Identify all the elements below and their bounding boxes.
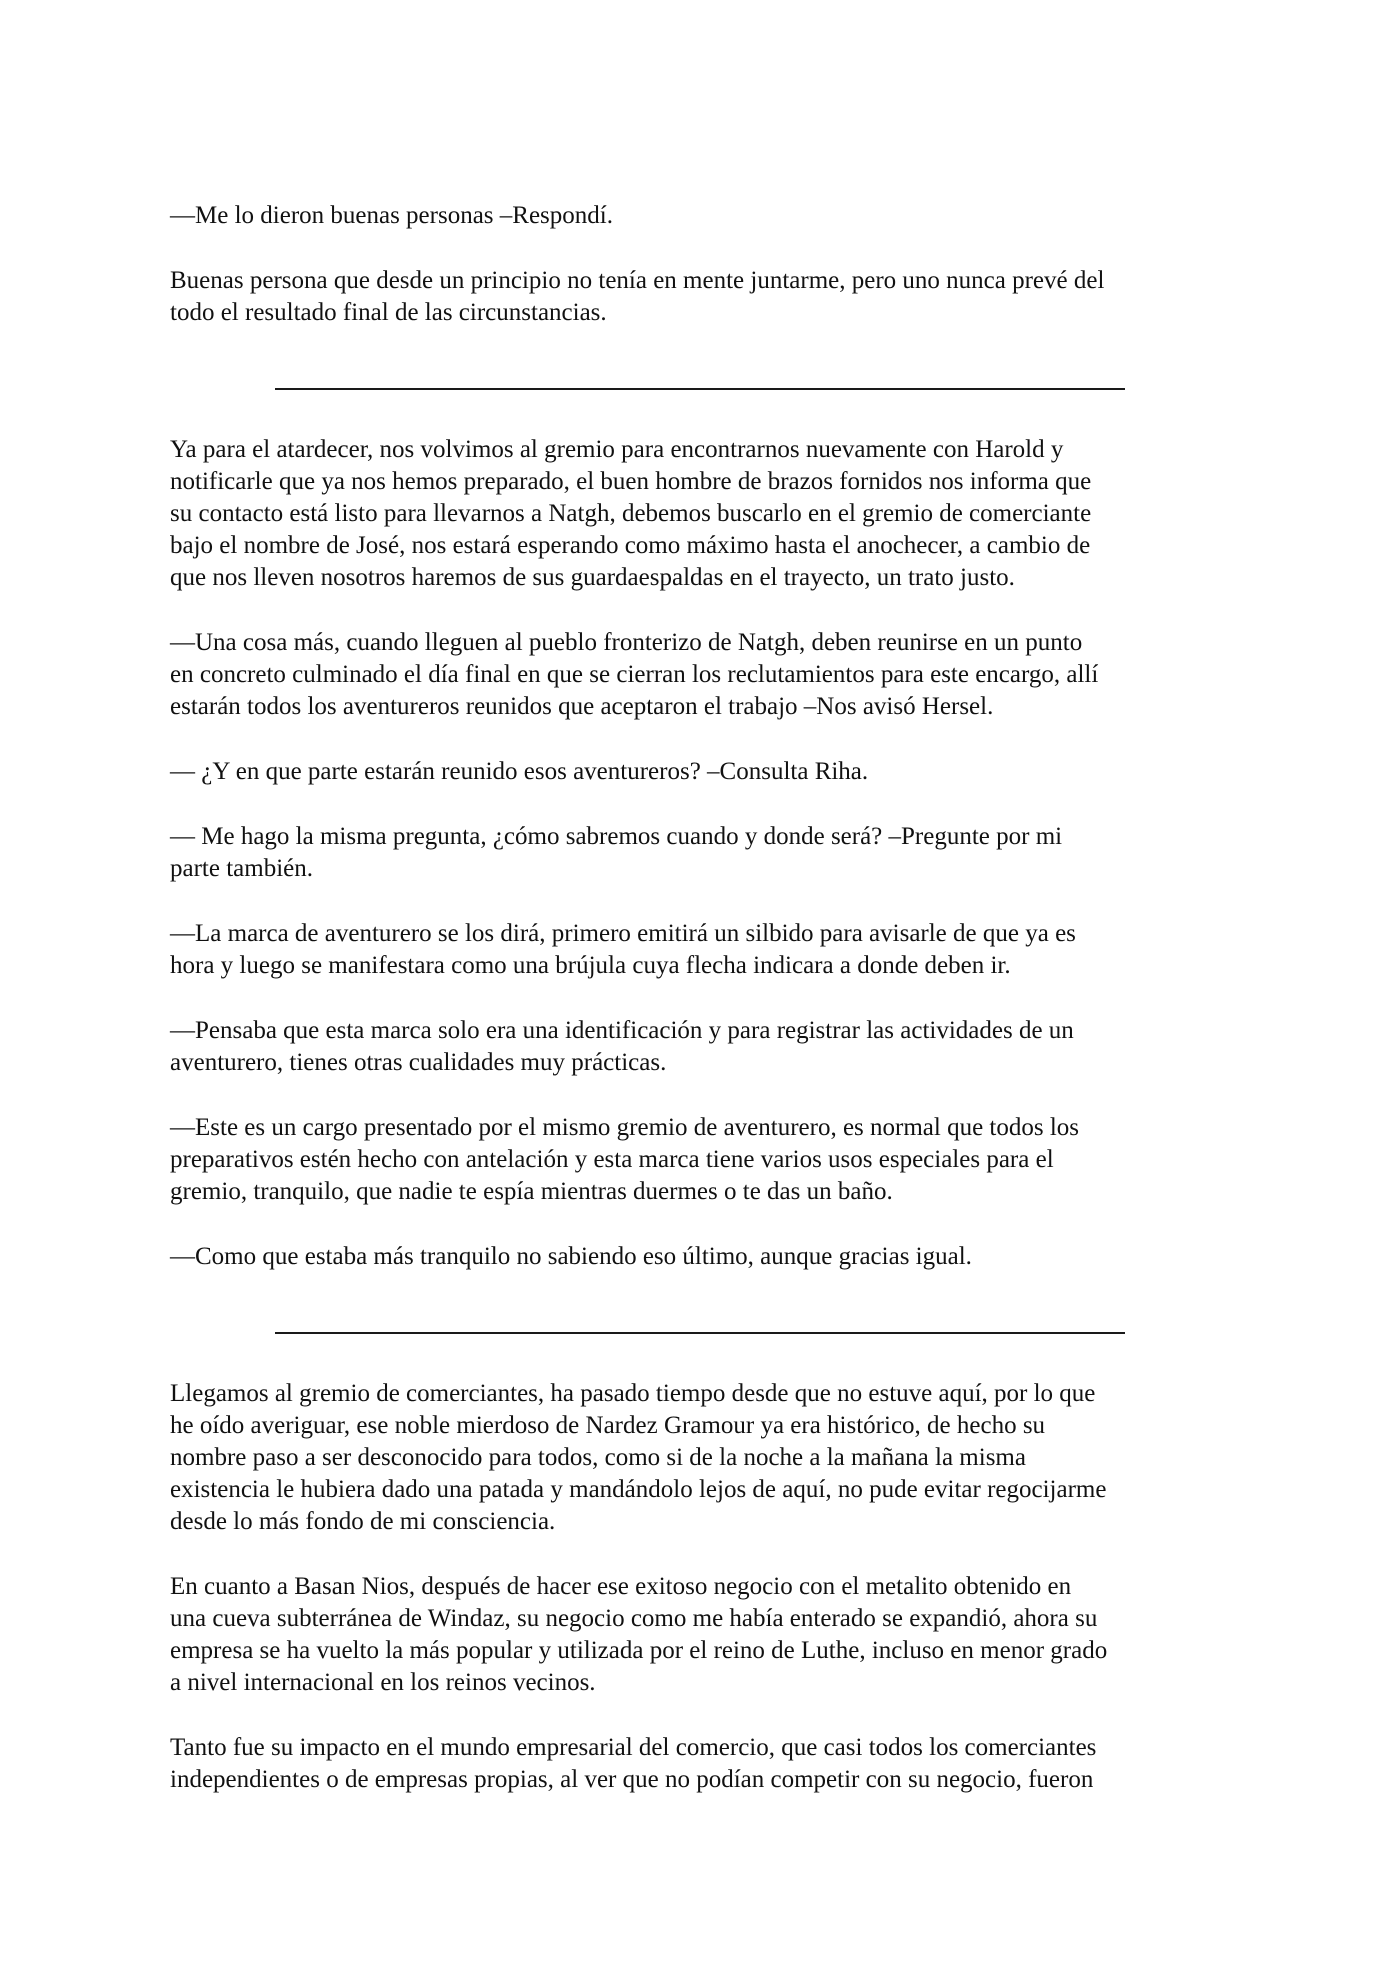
text-line: empresa se ha vuelto la más popular y utilizada por el reino de Luthe, incluso en menor grado (170, 1637, 1108, 1664)
section-divider-1-wrap (170, 362, 1230, 434)
paragraph (170, 1241, 1230, 1273)
section-top (170, 200, 1230, 329)
text-line: — Me hago la misma pregunta, ¿cómo sabremos cuando y donde será? –Pregunte por mi (170, 823, 1063, 850)
text-line: — ¿Y en que parte estarán reunido esos aventureros? –Consulta Riha. (170, 758, 869, 785)
text-line: estarán todos los aventureros reunidos que aceptaron el trabajo –Nos avisó Hersel. (170, 693, 994, 720)
text-line: una cueva subterránea de Windaz, su negocio como me había enterado se expandió, ahora su (170, 1605, 1098, 1632)
text-line: parte también. (170, 855, 313, 882)
text-line: —Como que estaba más tranquilo no sabiendo eso último, aunque gracias igual. (170, 1243, 972, 1270)
text-line: a nivel internacional en los reinos vecinos. (170, 1669, 596, 1696)
text-line: notificarle que ya nos hemos preparado, el buen hombre de brazos fornidos nos informa que (170, 468, 1092, 495)
text-line: que nos lleven nosotros haremos de sus guardaespaldas en el trayecto, un trato justo. (170, 564, 1015, 591)
text-line: Llegamos al gremio de comerciantes, ha pasado tiempo desde que no estuve aquí, por lo que (170, 1380, 1096, 1407)
section-middle (170, 434, 1230, 1273)
text-line: gremio, tranquilo, que nadie te espía mientras duermes o te das un baño. (170, 1178, 893, 1205)
paragraph (170, 918, 1230, 982)
text-line: Ya para el atardecer, nos volvimos al gremio para encontrarnos nuevamente con Harold y (170, 436, 1064, 463)
text-line: existencia le hubiera dado una patada y mandándolo lejos de aquí, no pude evitar regocijarme (170, 1476, 1107, 1503)
paragraph (170, 627, 1230, 723)
paragraph (170, 821, 1230, 885)
text-line: nombre paso a ser desconocido para todos, como si de la noche a la mañana la misma (170, 1444, 1026, 1471)
text-line: —Este es un cargo presentado por el mismo gremio de aventurero, es normal que todos los (170, 1114, 1080, 1141)
paragraph (170, 200, 1230, 232)
section-divider (275, 388, 1125, 390)
text-line: independientes o de empresas propias, al ver que no podían competir con su negocio, fueron (170, 1766, 1094, 1793)
text-line: aventurero, tienes otras cualidades muy prácticas. (170, 1049, 667, 1076)
paragraph (170, 756, 1230, 788)
paragraph (170, 1732, 1230, 1796)
text-line: —Pensaba que esta marca solo era una identificación y para registrar las actividades de un (170, 1017, 1074, 1044)
section-divider (275, 1332, 1125, 1334)
text-line: en concreto culminado el día final en que se cierran los reclutamientos para este encargo, allí (170, 661, 1099, 688)
section-divider-2-wrap (170, 1306, 1230, 1378)
paragraph (170, 265, 1230, 329)
text-line: bajo el nombre de José, nos estará esperando como máximo hasta el anochecer, a cambio de (170, 532, 1091, 559)
paragraph (170, 1015, 1230, 1079)
text-line: —La marca de aventurero se los dirá, primero emitirá un silbido para avisarle de que ya es (170, 920, 1076, 947)
text-line: En cuanto a Basan Nios, después de hacer ese exitoso negocio con el metalito obtenido en (170, 1573, 1072, 1600)
text-line: desde lo más fondo de mi consciencia. (170, 1508, 556, 1535)
paragraph (170, 434, 1230, 594)
text-line: hora y luego se manifestara como una brújula cuya flecha indicara a donde deben ir. (170, 952, 1011, 979)
paragraph (170, 1571, 1230, 1699)
section-bottom (170, 1378, 1230, 1796)
text-line: Buenas persona que desde un principio no tenía en mente juntarme, pero uno nunca prevé del (170, 267, 1105, 294)
text-line: todo el resultado final de las circunstancias. (170, 299, 607, 326)
text-line: —Una cosa más, cuando lleguen al pueblo fronterizo de Natgh, deben reunirse en un punto (170, 629, 1083, 656)
text-line: —Me lo dieron buenas personas –Respondí. (170, 202, 613, 229)
text-line: he oído averiguar, ese noble mierdoso de Nardez Gramour ya era histórico, de hecho su (170, 1412, 1046, 1439)
paragraph (170, 1112, 1230, 1208)
paragraph (170, 1378, 1230, 1538)
text-line: su contacto está listo para llevarnos a Natgh, debemos buscarlo en el gremio de comerciante (170, 500, 1092, 527)
text-line: preparativos estén hecho con antelación y esta marca tiene varios usos especiales para el (170, 1146, 1054, 1173)
text-line: Tanto fue su impacto en el mundo empresarial del comercio, que casi todos los comerciantes (170, 1734, 1097, 1761)
